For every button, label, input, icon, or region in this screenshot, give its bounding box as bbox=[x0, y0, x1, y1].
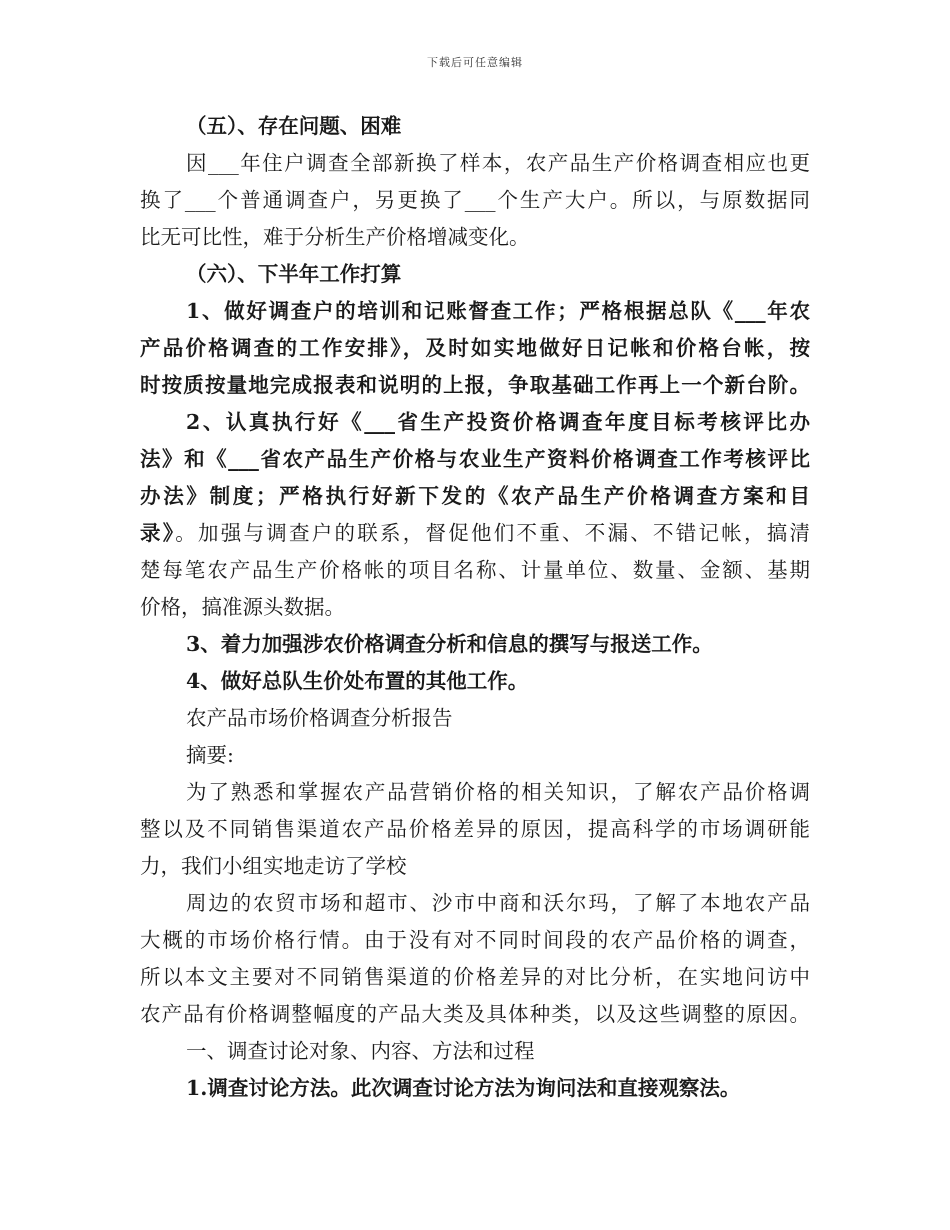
text-line: 为了熟悉和掌握农产品营销价格的相关知识，了解农产品价格调 bbox=[186, 780, 810, 804]
text-line: 因___年住户调查全部新换了样本，农产品生产价格调查相应也更 bbox=[186, 151, 810, 175]
bold-prefix: 录》 bbox=[140, 521, 176, 545]
text-line: （五）、存在问题、困难 bbox=[186, 114, 402, 138]
text-line: 4、做好总队生价处布置的其他工作。 bbox=[186, 669, 529, 693]
text-line: 办法》制度；严格执行好新下发的《农产品生产价格调查方案和目 bbox=[140, 484, 810, 508]
text-line: 一、调查讨论对象、内容、方法和过程 bbox=[186, 1039, 535, 1063]
text-line: 摘要: bbox=[186, 743, 234, 767]
text-line: 价格，搞准源头数据。 bbox=[140, 595, 345, 619]
text-line: 力，我们小组实地走访了学校 bbox=[140, 854, 407, 878]
text-line: 2、认真执行好《___省生产投资价格调查年度目标考核评比办 bbox=[186, 410, 810, 434]
text-line: 3、着力加强涉农价格调查分析和信息的撰写与报送工作。 bbox=[186, 632, 713, 656]
text-line: 法》和《___省农产品生产价格与农业生产资料价格调查工作考核评比 bbox=[140, 447, 810, 471]
text-line: 所以本文主要对不同销售渠道的价格差异的对比分析，在实地问访中 bbox=[140, 965, 810, 989]
text-line: 产品价格调查的工作安排》，及时如实地做好日记帐和价格台帐，按 bbox=[140, 336, 810, 360]
text-line: 大概的市场价格行情。由于没有对不同时间段的农产品价格的调查， bbox=[140, 928, 810, 952]
text-line: （六）、下半年工作打算 bbox=[186, 262, 402, 286]
text-line: 楚每笔农产品生产价格帐的项目名称、计量单位、数量、金额、基期 bbox=[140, 558, 810, 582]
text-line: 农产品市场价格调查分析报告 bbox=[186, 706, 453, 730]
line-rest: 。加强与调查户的联系，督促他们不重、不漏、不错记帐，搞清 bbox=[175, 521, 810, 545]
text-line: 农产品有价格调整幅度的产品大类及具体种类，以及这些调整的原因。 bbox=[140, 1002, 810, 1026]
text-line: 换了___个普通调查户，另更换了___个生产大户。所以，与原数据同 bbox=[140, 188, 810, 212]
text-line: 1、做好调查户的培训和记账督查工作；严格根据总队《___年农 bbox=[186, 299, 810, 323]
text-line bbox=[140, 515, 810, 552]
text-line: 时按质按量地完成报表和说明的上报，争取基础工作再上一个新台阶。 bbox=[140, 373, 810, 397]
text-line: 周边的农贸市场和超市、沙市中商和沃尔玛，了解了本地农产品 bbox=[186, 891, 810, 915]
text-line: 1.调查讨论方法。此次调查讨论方法为询问法和直接观察法。 bbox=[186, 1076, 741, 1100]
text-line: 整以及不同销售渠道农产品价格差异的原因，提高科学的市场调研能 bbox=[140, 817, 810, 841]
page-header: 下载后可任意编辑 bbox=[427, 56, 523, 69]
document-body bbox=[140, 108, 810, 1107]
text-line: 比无可比性，难于分析生产价格增减变化。 bbox=[140, 225, 530, 249]
